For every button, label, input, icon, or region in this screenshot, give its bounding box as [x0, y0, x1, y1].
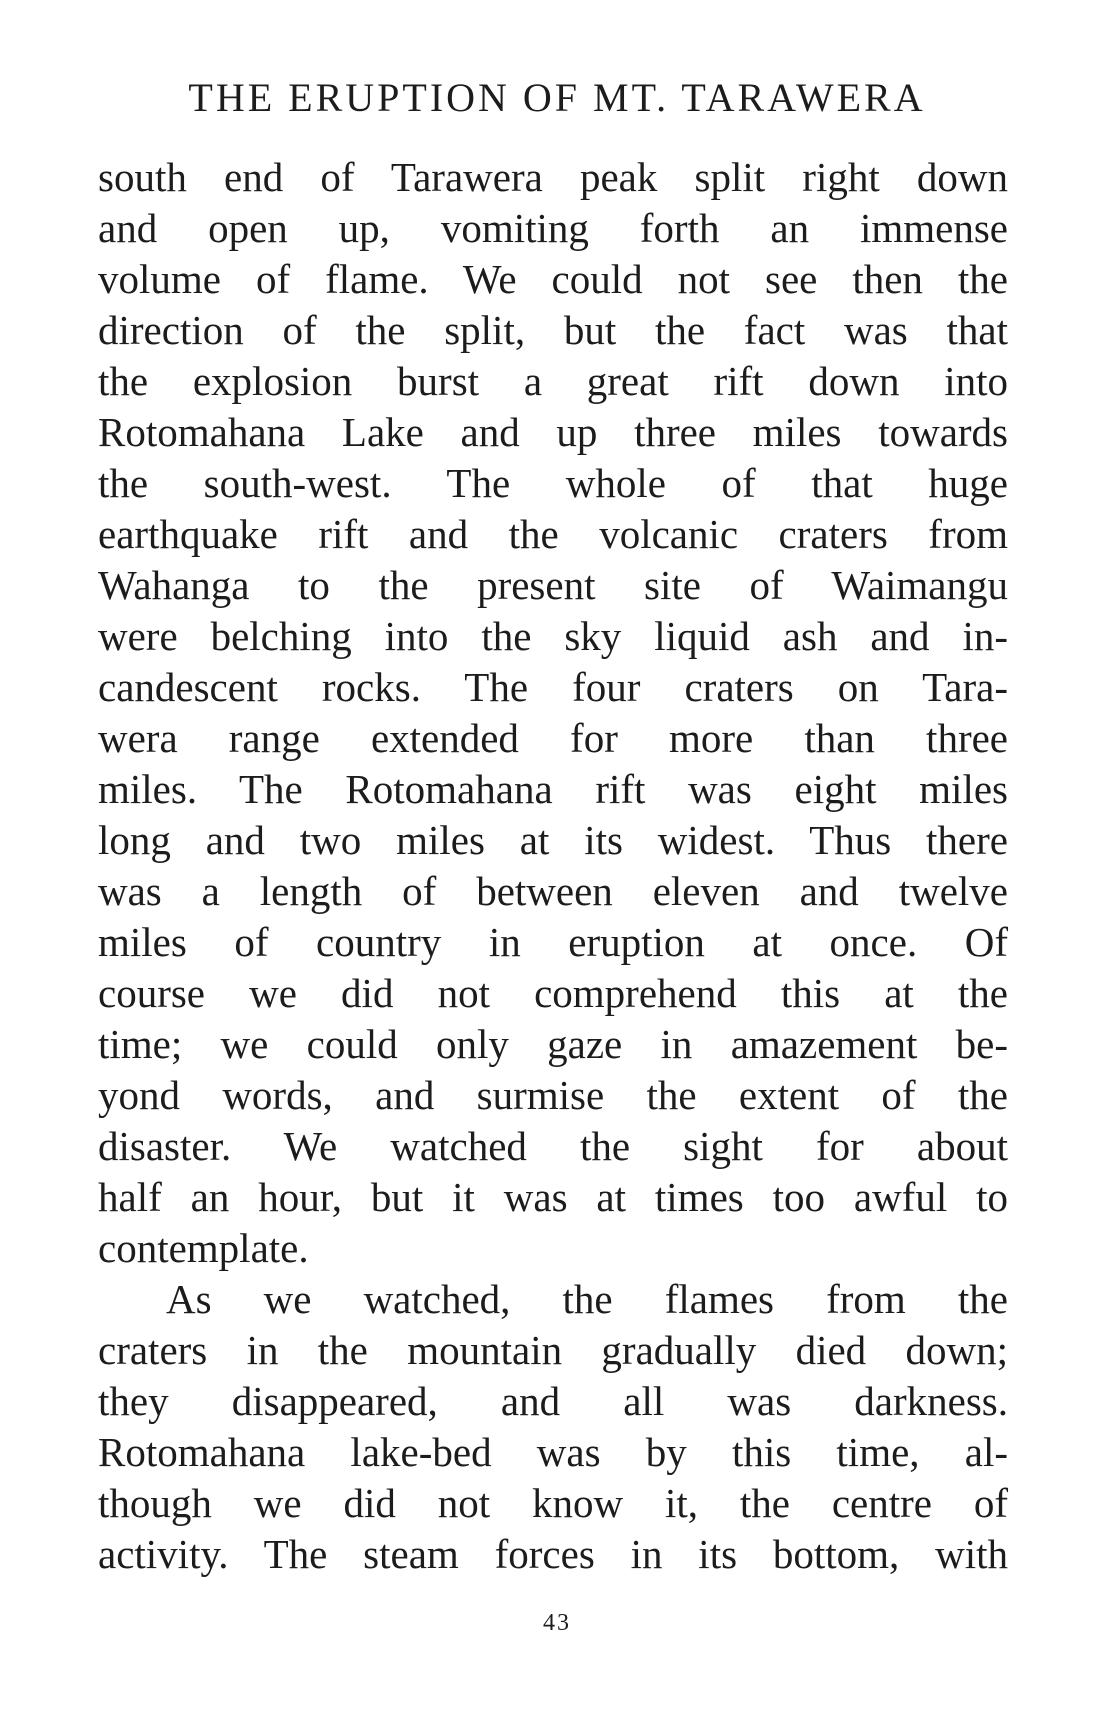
text-line: craters in the mountain gradually died down;: [98, 1327, 1008, 1373]
text-line: disaster. We watched the sight for about: [98, 1123, 1008, 1169]
body-text: [98, 152, 1008, 1580]
text-line: south end of Tarawera peak split right down: [98, 154, 1008, 200]
paragraph-2: [98, 1274, 1008, 1580]
text-line: activity. The steam forces in its bottom, with: [98, 1531, 1008, 1577]
text-line: they disappeared, and all was darkness.: [98, 1378, 1008, 1424]
text-line: earthquake rift and the volcanic craters from: [98, 511, 1008, 557]
text-line: were belching into the sky liquid ash and in-: [98, 613, 1008, 659]
text-line: was a length of between eleven and twelve: [98, 868, 1008, 914]
text-line: yond words, and surmise the extent of the: [98, 1072, 1008, 1118]
text-line: contemplate.: [98, 1225, 309, 1271]
text-line: time; we could only gaze in amazement be-: [98, 1021, 1008, 1067]
text-line: candescent rocks. The four craters on Tara-: [98, 664, 1008, 710]
text-line: direction of the split, but the fact was that: [98, 307, 1008, 353]
text-line: miles. The Rotomahana rift was eight miles: [98, 766, 1008, 812]
text-line: miles of country in eruption at once. Of: [98, 919, 1008, 965]
text-line: the explosion burst a great rift down into: [98, 358, 1008, 404]
running-head: THE ERUPTION OF MT. TARAWERA: [188, 75, 926, 120]
text-line: course we did not comprehend this at the: [98, 970, 1008, 1016]
text-line: long and two miles at its widest. Thus there: [98, 817, 1008, 863]
text-line: volume of flame. We could not see then the: [98, 256, 1008, 302]
text-line: though we did not know it, the centre of: [98, 1480, 1008, 1526]
text-line: Rotomahana lake-bed was by this time, al-: [98, 1429, 1008, 1475]
text-line: Rotomahana Lake and up three miles towards: [98, 409, 1008, 455]
text-line: and open up, vomiting forth an immense: [98, 205, 1008, 251]
text-line: the south-west. The whole of that huge: [98, 460, 1008, 506]
text-line: wera range extended for more than three: [98, 715, 1008, 761]
text-line: half an hour, but it was at times too awful to: [98, 1174, 1008, 1220]
text-line: As we watched, the flames from the: [166, 1276, 1008, 1322]
text-line: Wahanga to the present site of Waimangu: [98, 562, 1008, 608]
paragraph-1: [98, 152, 1008, 1274]
page-number: 43: [543, 1610, 571, 1636]
